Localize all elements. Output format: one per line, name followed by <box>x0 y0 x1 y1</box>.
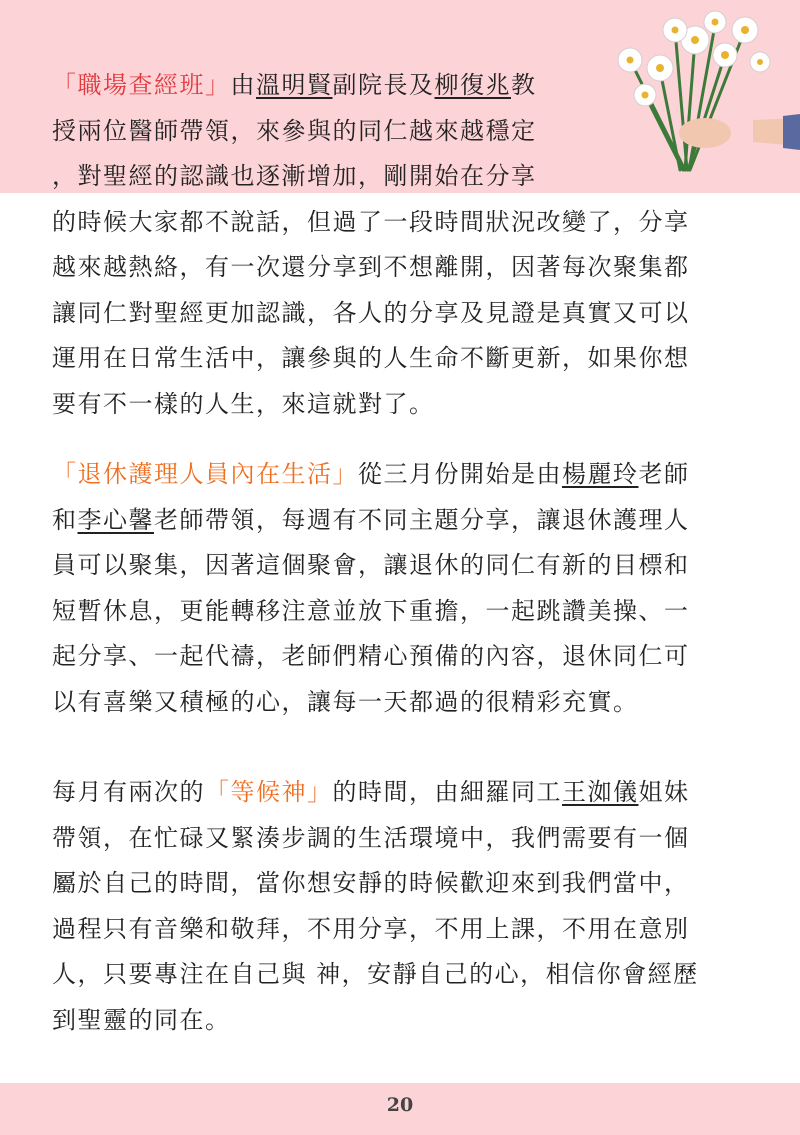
text-line: 起分享、一起代禱，老師們精心預備的內容，退休同仁可 <box>52 642 690 670</box>
section-waiting-on-god <box>52 770 752 1043</box>
text-line: 屬於自己的時間，當你想安靜的時候歡迎來到我們當中， <box>52 869 690 897</box>
text-line: 的時候大家都不說話，但過了一段時間狀況改變了，分享 <box>52 207 690 236</box>
leader-name: 溫明賢 <box>256 71 333 99</box>
leader-name: 楊麗玲 <box>562 460 639 488</box>
text-line: 「退休護理人員內在生活」從三月份開始是由楊麗玲老師 <box>52 460 690 488</box>
page-number: 20 <box>386 1094 414 1116</box>
text-line: 運用在日常生活中，讓參與的人生命不斷更新，如果你想 <box>52 344 690 372</box>
text-line: 要有不一樣的人生，來這就對了。 <box>52 389 435 418</box>
text-line: ，對聖經的認識也逐漸增加，剛開始在分享 <box>52 162 537 190</box>
leader-name: 李心馨 <box>77 505 154 534</box>
section-bible-study <box>52 63 752 427</box>
text-line: 到聖靈的同在。 <box>52 1005 231 1034</box>
section-title: 「退休護理人員內在生活」 <box>52 460 358 488</box>
section-title: 「職場查經班」 <box>52 71 231 99</box>
text-line: 短暫休息，更能轉移注意並放下重擔，一起跳讚美操、一 <box>52 596 690 625</box>
text-line: 員可以聚集，因著這個聚會，讓退休的同仁有新的目標和 <box>52 551 690 579</box>
text-line: 人，只要專注在自己與 神，安靜自己的心，相信你會經歷 <box>52 960 699 988</box>
text-line: 「職場查經班」由溫明賢副院長及柳復兆教 <box>52 71 537 99</box>
text-line: 和李心馨老師帶領，每週有不同主題分享，讓退休護理人 <box>52 505 690 534</box>
text-line: 以有喜樂又積極的心，讓每一天都過的很精彩充實。 <box>52 687 639 716</box>
text-line: 讓同仁對聖經更加認識，各人的分享及見證是真實又可以 <box>52 298 690 327</box>
leader-name: 王洳儀 <box>562 778 639 806</box>
text-line: 授兩位醫師帶領，來參與的同仁越來越穩定 <box>52 116 537 145</box>
text-line: 每月有兩次的「等候神」的時間，由細羅同工王洳儀姐妹 <box>52 778 690 806</box>
text-line: 越來越熱絡，有一次還分享到不想離開，因著每次聚集都 <box>52 253 690 281</box>
section-title: 「等候神」 <box>205 778 333 806</box>
text-line: 帶領，在忙碌又緊湊步調的生活環境中，我們需要有一個 <box>52 823 690 852</box>
section-retired-nurses <box>52 452 752 725</box>
text-line: 過程只有音樂和敬拜，不用分享，不用上課，不用在意別 <box>52 914 690 943</box>
leader-name: 柳復兆 <box>434 71 511 99</box>
